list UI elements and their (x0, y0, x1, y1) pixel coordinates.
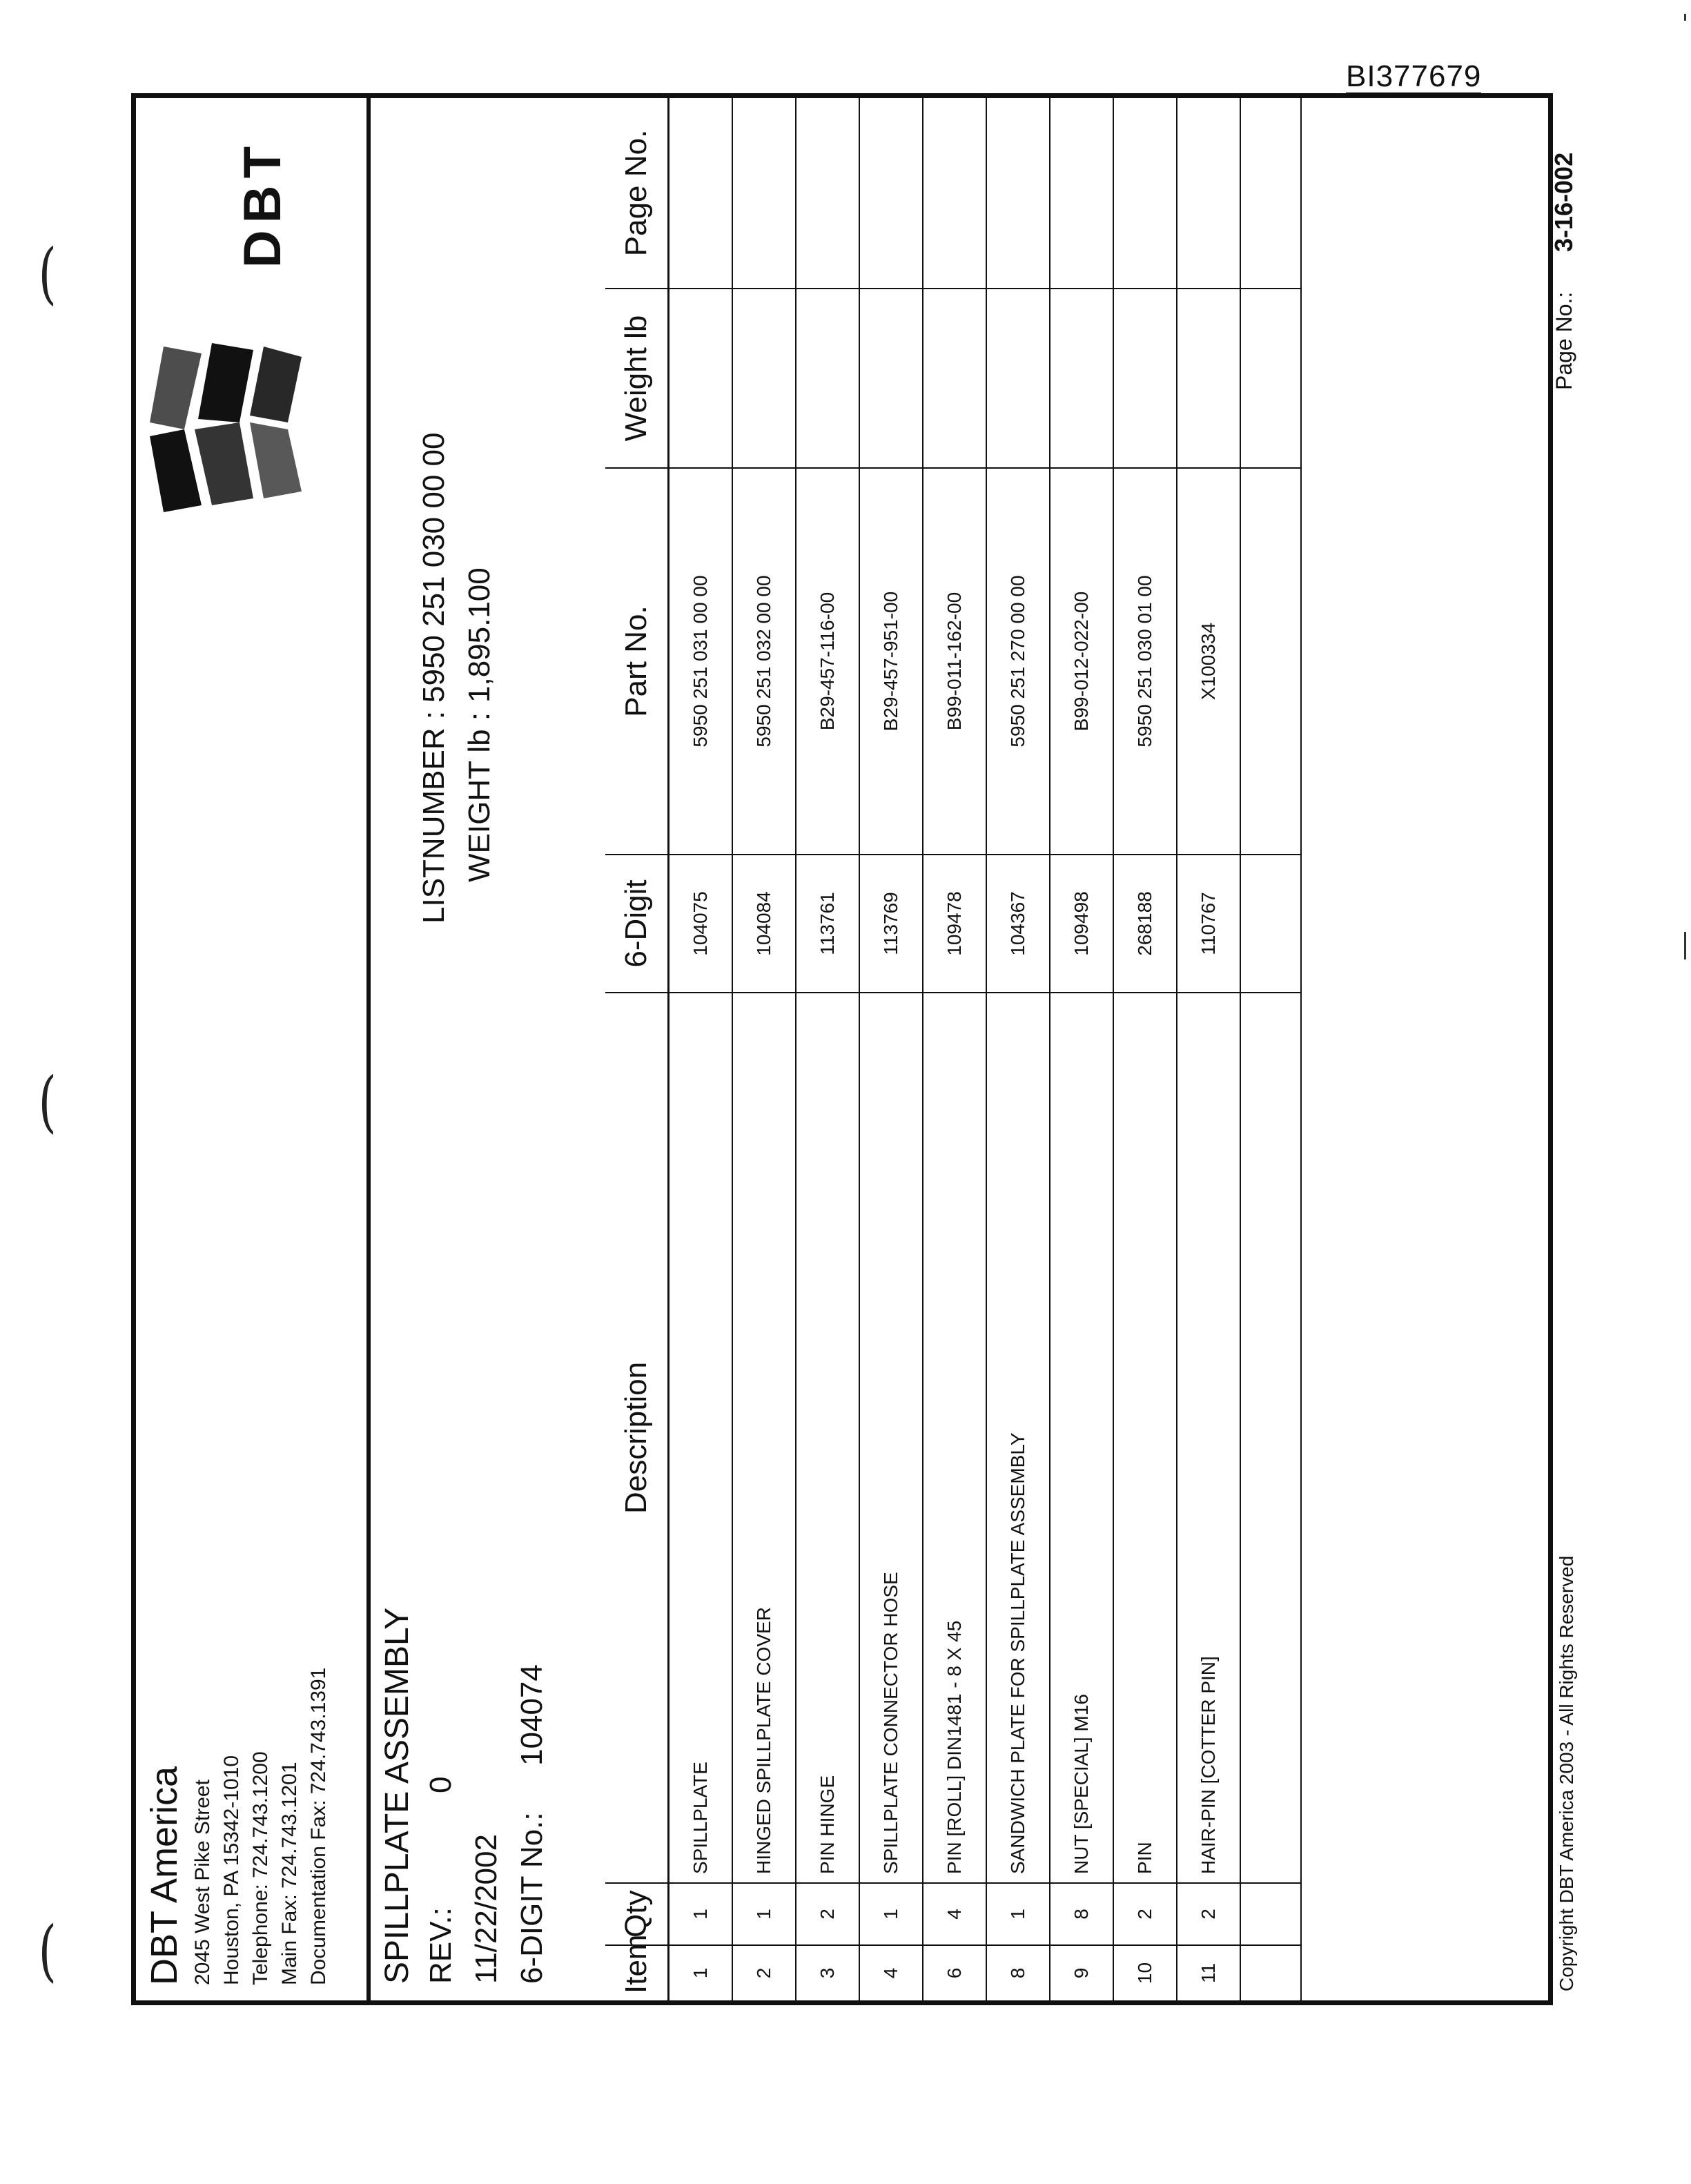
address-line: Houston, PA 15342-1010 (220, 1755, 243, 1985)
table-row-empty (1240, 98, 1301, 2000)
copyright-notice: Copyright DBT America 2003 - All Rights Reserved (1556, 1555, 1577, 1991)
cell-part-no: 5950 251 270 00 00 (986, 468, 1050, 855)
cell-description: NUT [SPECIAL] M16 (1050, 993, 1113, 1883)
document-stamp: BI377679 (1346, 61, 1481, 95)
cell-part-no: B99-011-162-00 (923, 468, 986, 855)
address-line: 2045 West Pike Street (191, 1780, 214, 1985)
table-row (1050, 98, 1113, 2000)
cell-part-no: B99-012-022-00 (1050, 468, 1113, 855)
address-line: Telephone: 724.743.1200 (249, 1751, 272, 1985)
address-line: Documentation Fax: 724.743.1391 (307, 1667, 330, 1985)
empty-cell (1240, 98, 1301, 289)
cell-page-no (923, 98, 986, 289)
cell-part-no: 5950 251 030 01 00 (1113, 468, 1177, 855)
cell-part-no: 5950 251 032 00 00 (732, 468, 796, 855)
cell-qty: 8 (1050, 1883, 1113, 1945)
cell-page-no (986, 98, 1050, 289)
cell-page-no (669, 98, 733, 289)
cell-six-digit: 113761 (796, 855, 859, 993)
binder-hole-mark: ( (38, 1063, 57, 1140)
cell-page-no (796, 98, 859, 289)
six-digit-label: 6-DIGIT No.: (515, 1812, 549, 1984)
cell-weight (732, 289, 796, 468)
company-name: DBT America (144, 1766, 185, 1985)
cell-item: 3 (796, 1945, 859, 2000)
cell-item: 10 (1113, 1945, 1177, 2000)
cell-page-no (1177, 98, 1240, 289)
cell-six-digit: 268188 (1113, 855, 1177, 993)
empty-cell (1240, 468, 1301, 855)
table-row (1113, 98, 1177, 2000)
address-line: Main Fax: 724.743.1201 (278, 1762, 301, 1985)
cell-qty: 2 (1113, 1883, 1177, 1945)
six-digit-value: 104074 (515, 1664, 549, 1766)
cell-item: 2 (732, 1945, 796, 2000)
weight-value: 1,895.100 (462, 567, 496, 703)
cell-page-no (732, 98, 796, 289)
column-header-page-no: Page No. (605, 98, 669, 289)
cell-description: PIN HINGE (796, 993, 859, 1883)
cell-description: SANDWICH PLATE FOR SPILLPLATE ASSEMBLY (986, 993, 1050, 1883)
empty-cell (1240, 993, 1301, 1883)
cell-part-no: X100334 (1177, 468, 1240, 855)
empty-cell (1240, 1883, 1301, 1945)
binder-hole-mark: ( (38, 1912, 57, 1989)
column-header-six-digit: 6-Digit (605, 855, 669, 993)
parts-table (605, 98, 1302, 2000)
cell-qty: 1 (732, 1883, 796, 1945)
edge-mark (1684, 932, 1686, 959)
cell-description: HINGED SPILLPLATE COVER (732, 993, 796, 1883)
table-row (1177, 98, 1240, 2000)
cell-description: HAIR-PIN [COTTER PIN] (1177, 993, 1240, 1883)
weight-label: WEIGHT lb : (462, 712, 496, 882)
table-row (923, 98, 986, 2000)
cell-part-no: B29-457-116-00 (796, 468, 859, 855)
cell-weight (796, 289, 859, 468)
cell-item: 6 (923, 1945, 986, 2000)
cell-weight (859, 289, 923, 468)
cell-item: 9 (1050, 1945, 1113, 2000)
dbt-logo-icon (136, 326, 364, 533)
empty-cell (1240, 289, 1301, 468)
cell-part-no: B29-457-951-00 (859, 468, 923, 855)
parts-list-sheet (131, 93, 1553, 2005)
listnumber-label: LISTNUMBER : (417, 710, 451, 924)
binder-hole-mark: ( (38, 235, 57, 312)
table-row (732, 98, 796, 2000)
cell-weight (986, 289, 1050, 468)
cell-description: PIN [ROLL] DIN1481 - 8 X 45 (923, 993, 986, 1883)
rev-label: REV.: (424, 1907, 458, 1984)
revision-date: 11/22/2002 (469, 1834, 503, 1984)
table-row (669, 98, 733, 2000)
empty-cell (1240, 1945, 1301, 2000)
cell-item: 4 (859, 1945, 923, 2000)
empty-cell (1240, 855, 1301, 993)
cell-qty: 1 (669, 1883, 733, 1945)
cell-item: 11 (1177, 1945, 1240, 2000)
table-header-row (605, 98, 669, 2000)
letterhead (136, 98, 371, 2000)
column-header-part-no: Part No. (605, 468, 669, 855)
page-number-label: Page No.: (1552, 291, 1576, 390)
cell-six-digit: 104084 (732, 855, 796, 993)
cell-qty: 4 (923, 1883, 986, 1945)
cell-weight (669, 289, 733, 468)
cell-qty: 2 (796, 1883, 859, 1945)
column-header-description: Description (605, 993, 669, 1883)
cell-description: SPILLPLATE CONNECTOR HOSE (859, 993, 923, 1883)
cell-six-digit: 109498 (1050, 855, 1113, 993)
cell-page-no (1050, 98, 1113, 289)
cell-part-no: 5950 251 031 00 00 (669, 468, 733, 855)
cell-qty: 1 (859, 1883, 923, 1945)
rotated-page (131, 93, 1584, 2005)
cell-weight (1113, 289, 1177, 468)
cell-six-digit: 104367 (986, 855, 1050, 993)
cell-six-digit: 104075 (669, 855, 733, 993)
cell-qty: 2 (1177, 1883, 1240, 1945)
cell-item: 1 (669, 1945, 733, 2000)
cell-weight (1050, 289, 1113, 468)
cell-six-digit: 109478 (923, 855, 986, 993)
cell-qty: 1 (986, 1883, 1050, 1945)
cell-page-no (1113, 98, 1177, 289)
page-number-value: 3-16-002 (1550, 152, 1578, 252)
cell-item: 8 (986, 1945, 1050, 2000)
cell-weight (1177, 289, 1240, 468)
column-header-item: Item (605, 1945, 669, 2000)
edge-mark (1684, 14, 1686, 21)
cell-weight (923, 289, 986, 468)
cell-page-no (859, 98, 923, 289)
cell-description: PIN (1113, 993, 1177, 1883)
logo-wordmark: DBT (233, 139, 292, 269)
cell-description: SPILLPLATE (669, 993, 733, 1883)
cell-six-digit: 110767 (1177, 855, 1240, 993)
table-row (859, 98, 923, 2000)
table-row (986, 98, 1050, 2000)
assembly-title: SPILLPLATE ASSEMBLY (379, 1607, 416, 1984)
rev-value: 0 (424, 1776, 458, 1793)
column-header-weight: Weight lb (605, 289, 669, 468)
table-row (796, 98, 859, 2000)
listnumber-value: 5950 251 030 00 00 (417, 432, 451, 703)
cell-six-digit: 113769 (859, 855, 923, 993)
column-header-qty: Qty (605, 1883, 669, 1945)
